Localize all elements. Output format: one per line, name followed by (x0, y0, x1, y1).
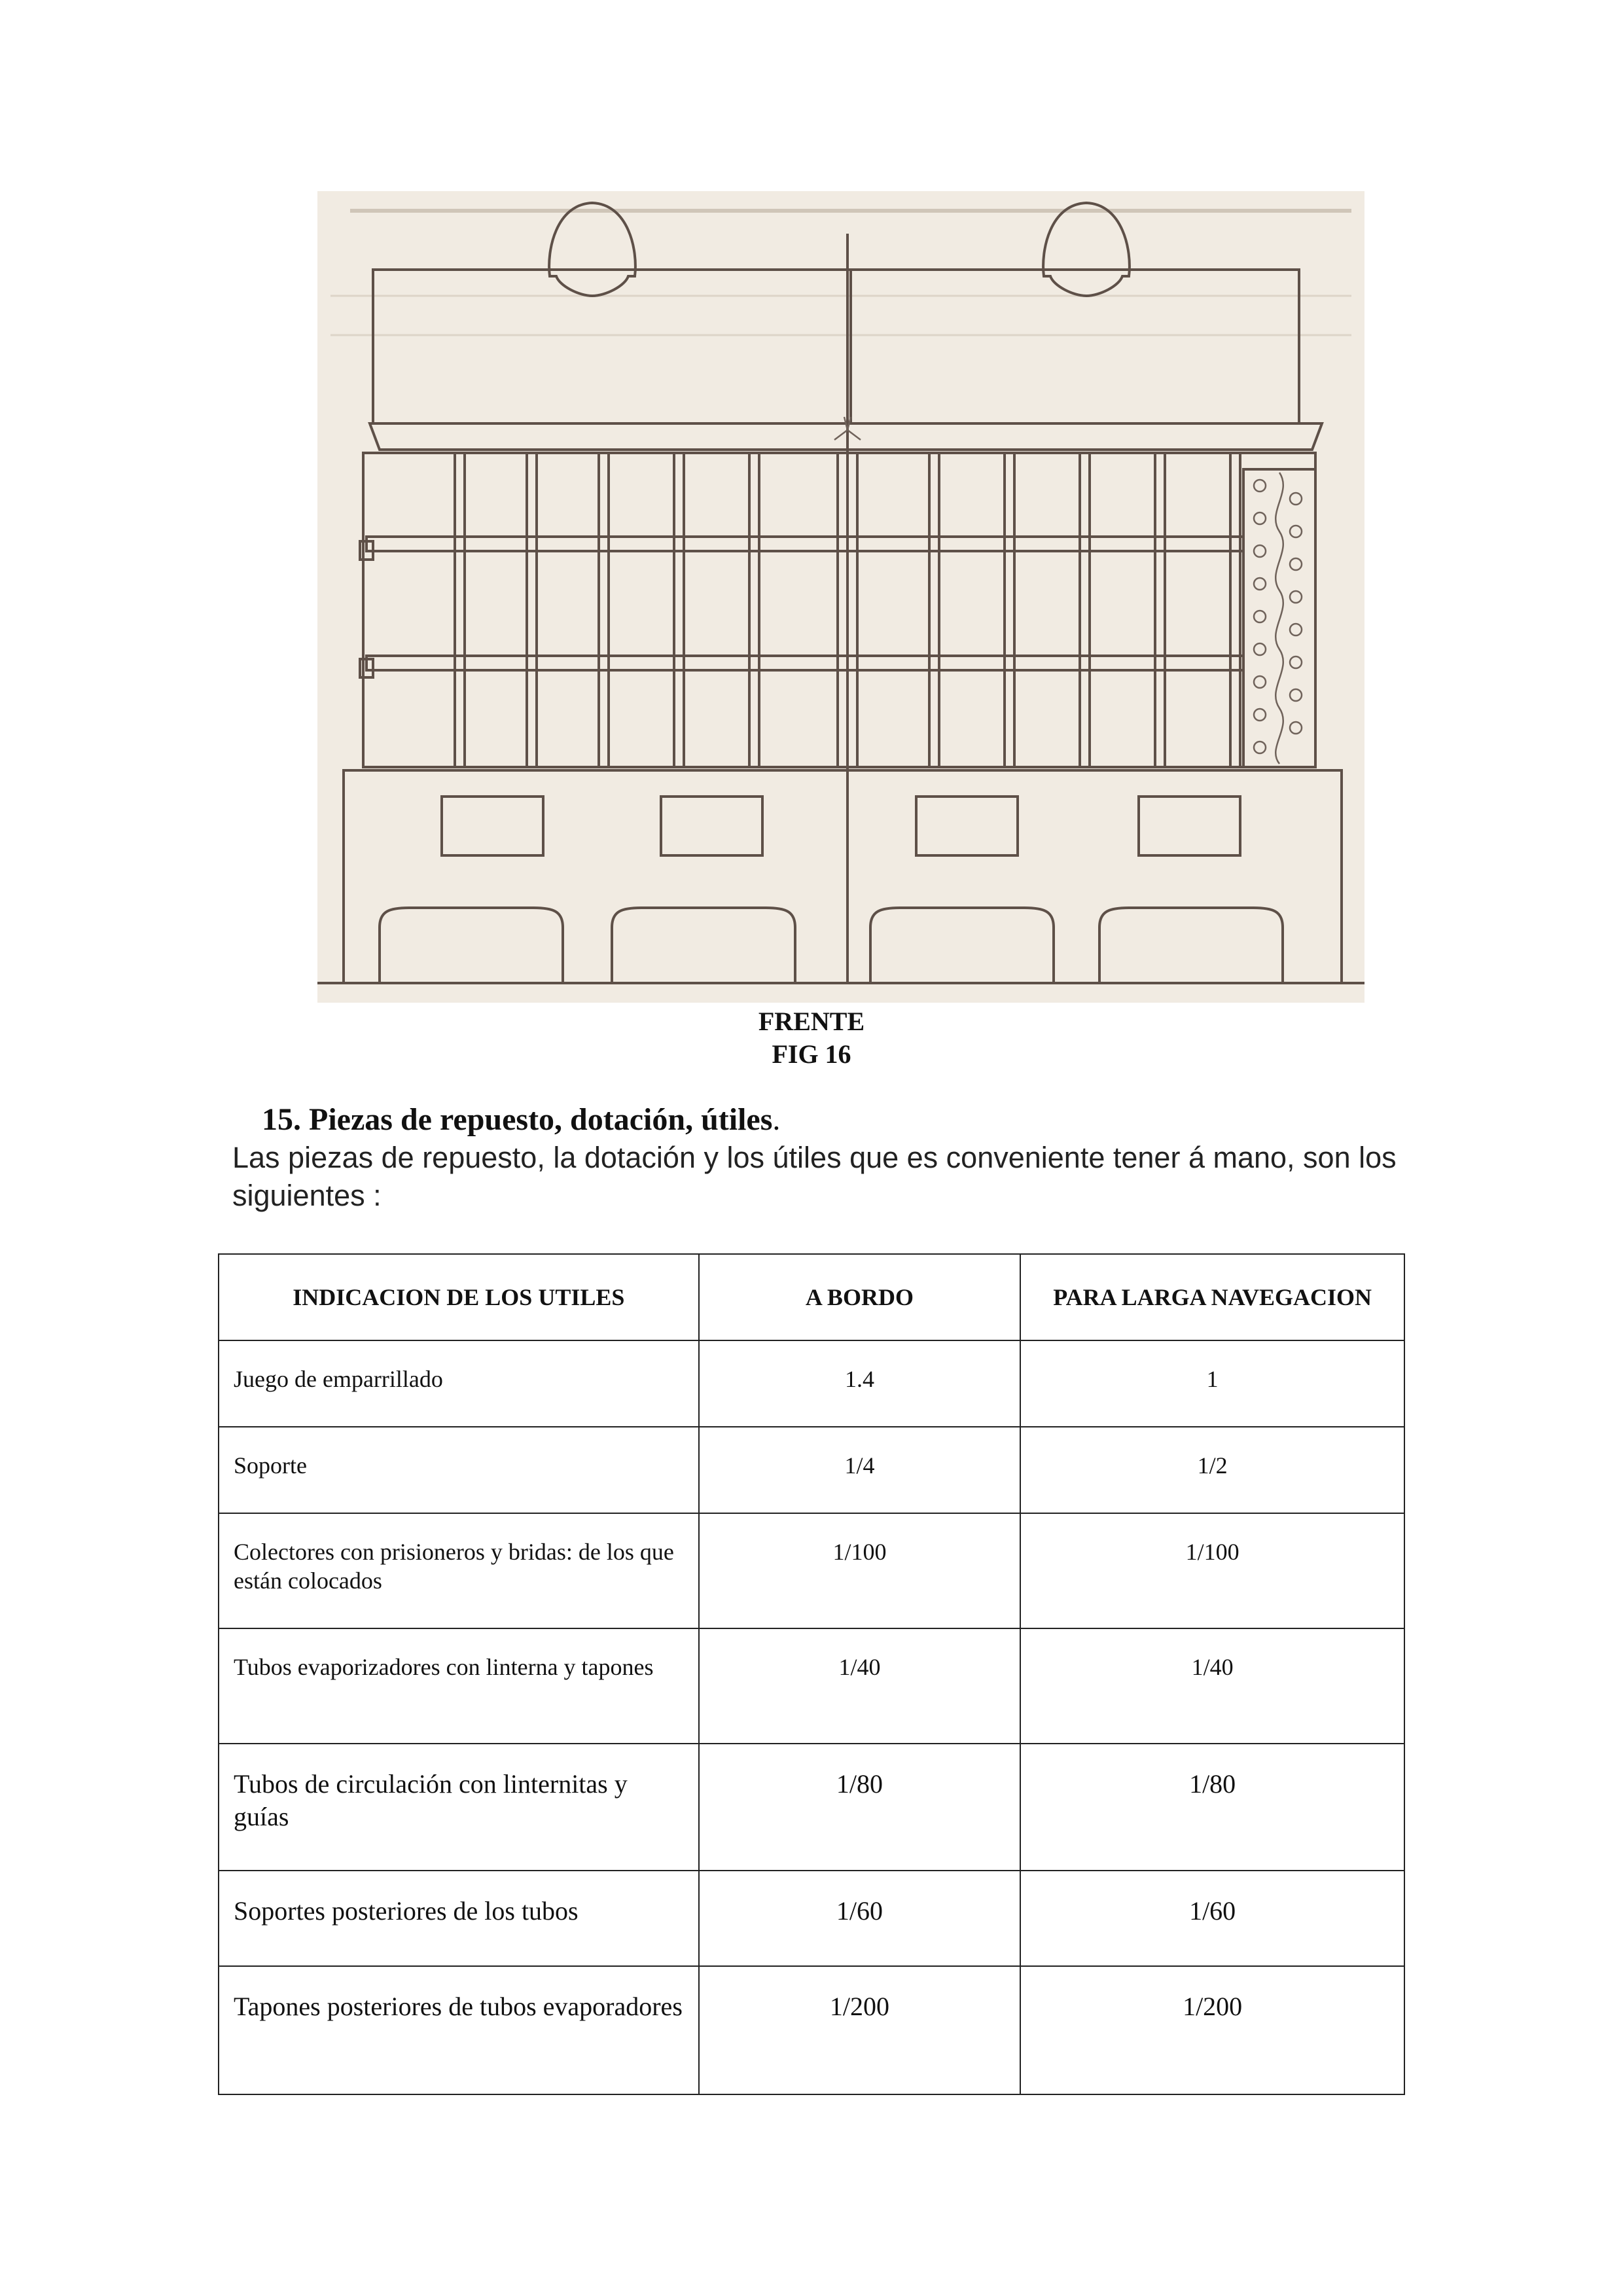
table-row (219, 1966, 1404, 2094)
item-cell: Tubos evaporizadores con linterna y tapones (219, 1628, 699, 1744)
header-larga-navegacion: PARA LARGA NAVEGACION (1020, 1254, 1404, 1340)
boiler-front-drawing (317, 191, 1364, 1003)
larga-cell: 1/2 (1020, 1427, 1404, 1513)
spare-parts-table (218, 1253, 1405, 2095)
table-row (219, 1340, 1404, 1427)
item-cell: Juego de emparrillado (219, 1340, 699, 1427)
figure-caption-number: FIG 16 (772, 1039, 851, 1069)
larga-cell: 1/40 (1020, 1628, 1404, 1744)
section-heading-text: 15. Piezas de repuesto, dotación, útiles (262, 1102, 773, 1137)
show-through-text (317, 191, 1364, 1003)
item-cell: Soporte (219, 1427, 699, 1513)
header-indicacion: INDICACION DE LOS UTILES (219, 1254, 699, 1340)
section-heading (262, 1102, 780, 1138)
figure-caption-title: FRENTE (758, 1007, 865, 1036)
a-bordo-cell: 1/80 (699, 1744, 1021, 1871)
item-cell: Tubos de circulación con linternitas y guías (219, 1744, 699, 1871)
section-heading-period: . (772, 1102, 781, 1137)
a-bordo-cell: 1/4 (699, 1427, 1021, 1513)
a-bordo-cell: 1/40 (699, 1628, 1021, 1744)
a-bordo-cell: 1/60 (699, 1871, 1021, 1966)
table-row (219, 1427, 1404, 1513)
item-cell: Colectores con prisioneros y bridas: de los que están colocados (219, 1513, 699, 1628)
intro-paragraph: Las piezas de repuesto, la dotación y los útiles que es conveniente tener á mano, son los siguientes : (232, 1141, 1397, 1212)
table-row (219, 1628, 1404, 1744)
larga-cell: 1/60 (1020, 1871, 1404, 1966)
table-row (219, 1744, 1404, 1871)
larga-cell: 1/80 (1020, 1744, 1404, 1871)
table-row (219, 1871, 1404, 1966)
larga-cell: 1/200 (1020, 1966, 1404, 2094)
table-header-row (219, 1254, 1404, 1340)
item-cell: Tapones posteriores de tubos evaporadores (219, 1966, 699, 2094)
a-bordo-cell: 1.4 (699, 1340, 1021, 1427)
larga-cell: 1 (1020, 1340, 1404, 1427)
table-row (219, 1513, 1404, 1628)
a-bordo-cell: 1/200 (699, 1966, 1021, 2094)
larga-cell: 1/100 (1020, 1513, 1404, 1628)
a-bordo-cell: 1/100 (699, 1513, 1021, 1628)
item-cell: Soportes posteriores de los tubos (219, 1871, 699, 1966)
header-a-bordo: A BORDO (699, 1254, 1021, 1340)
